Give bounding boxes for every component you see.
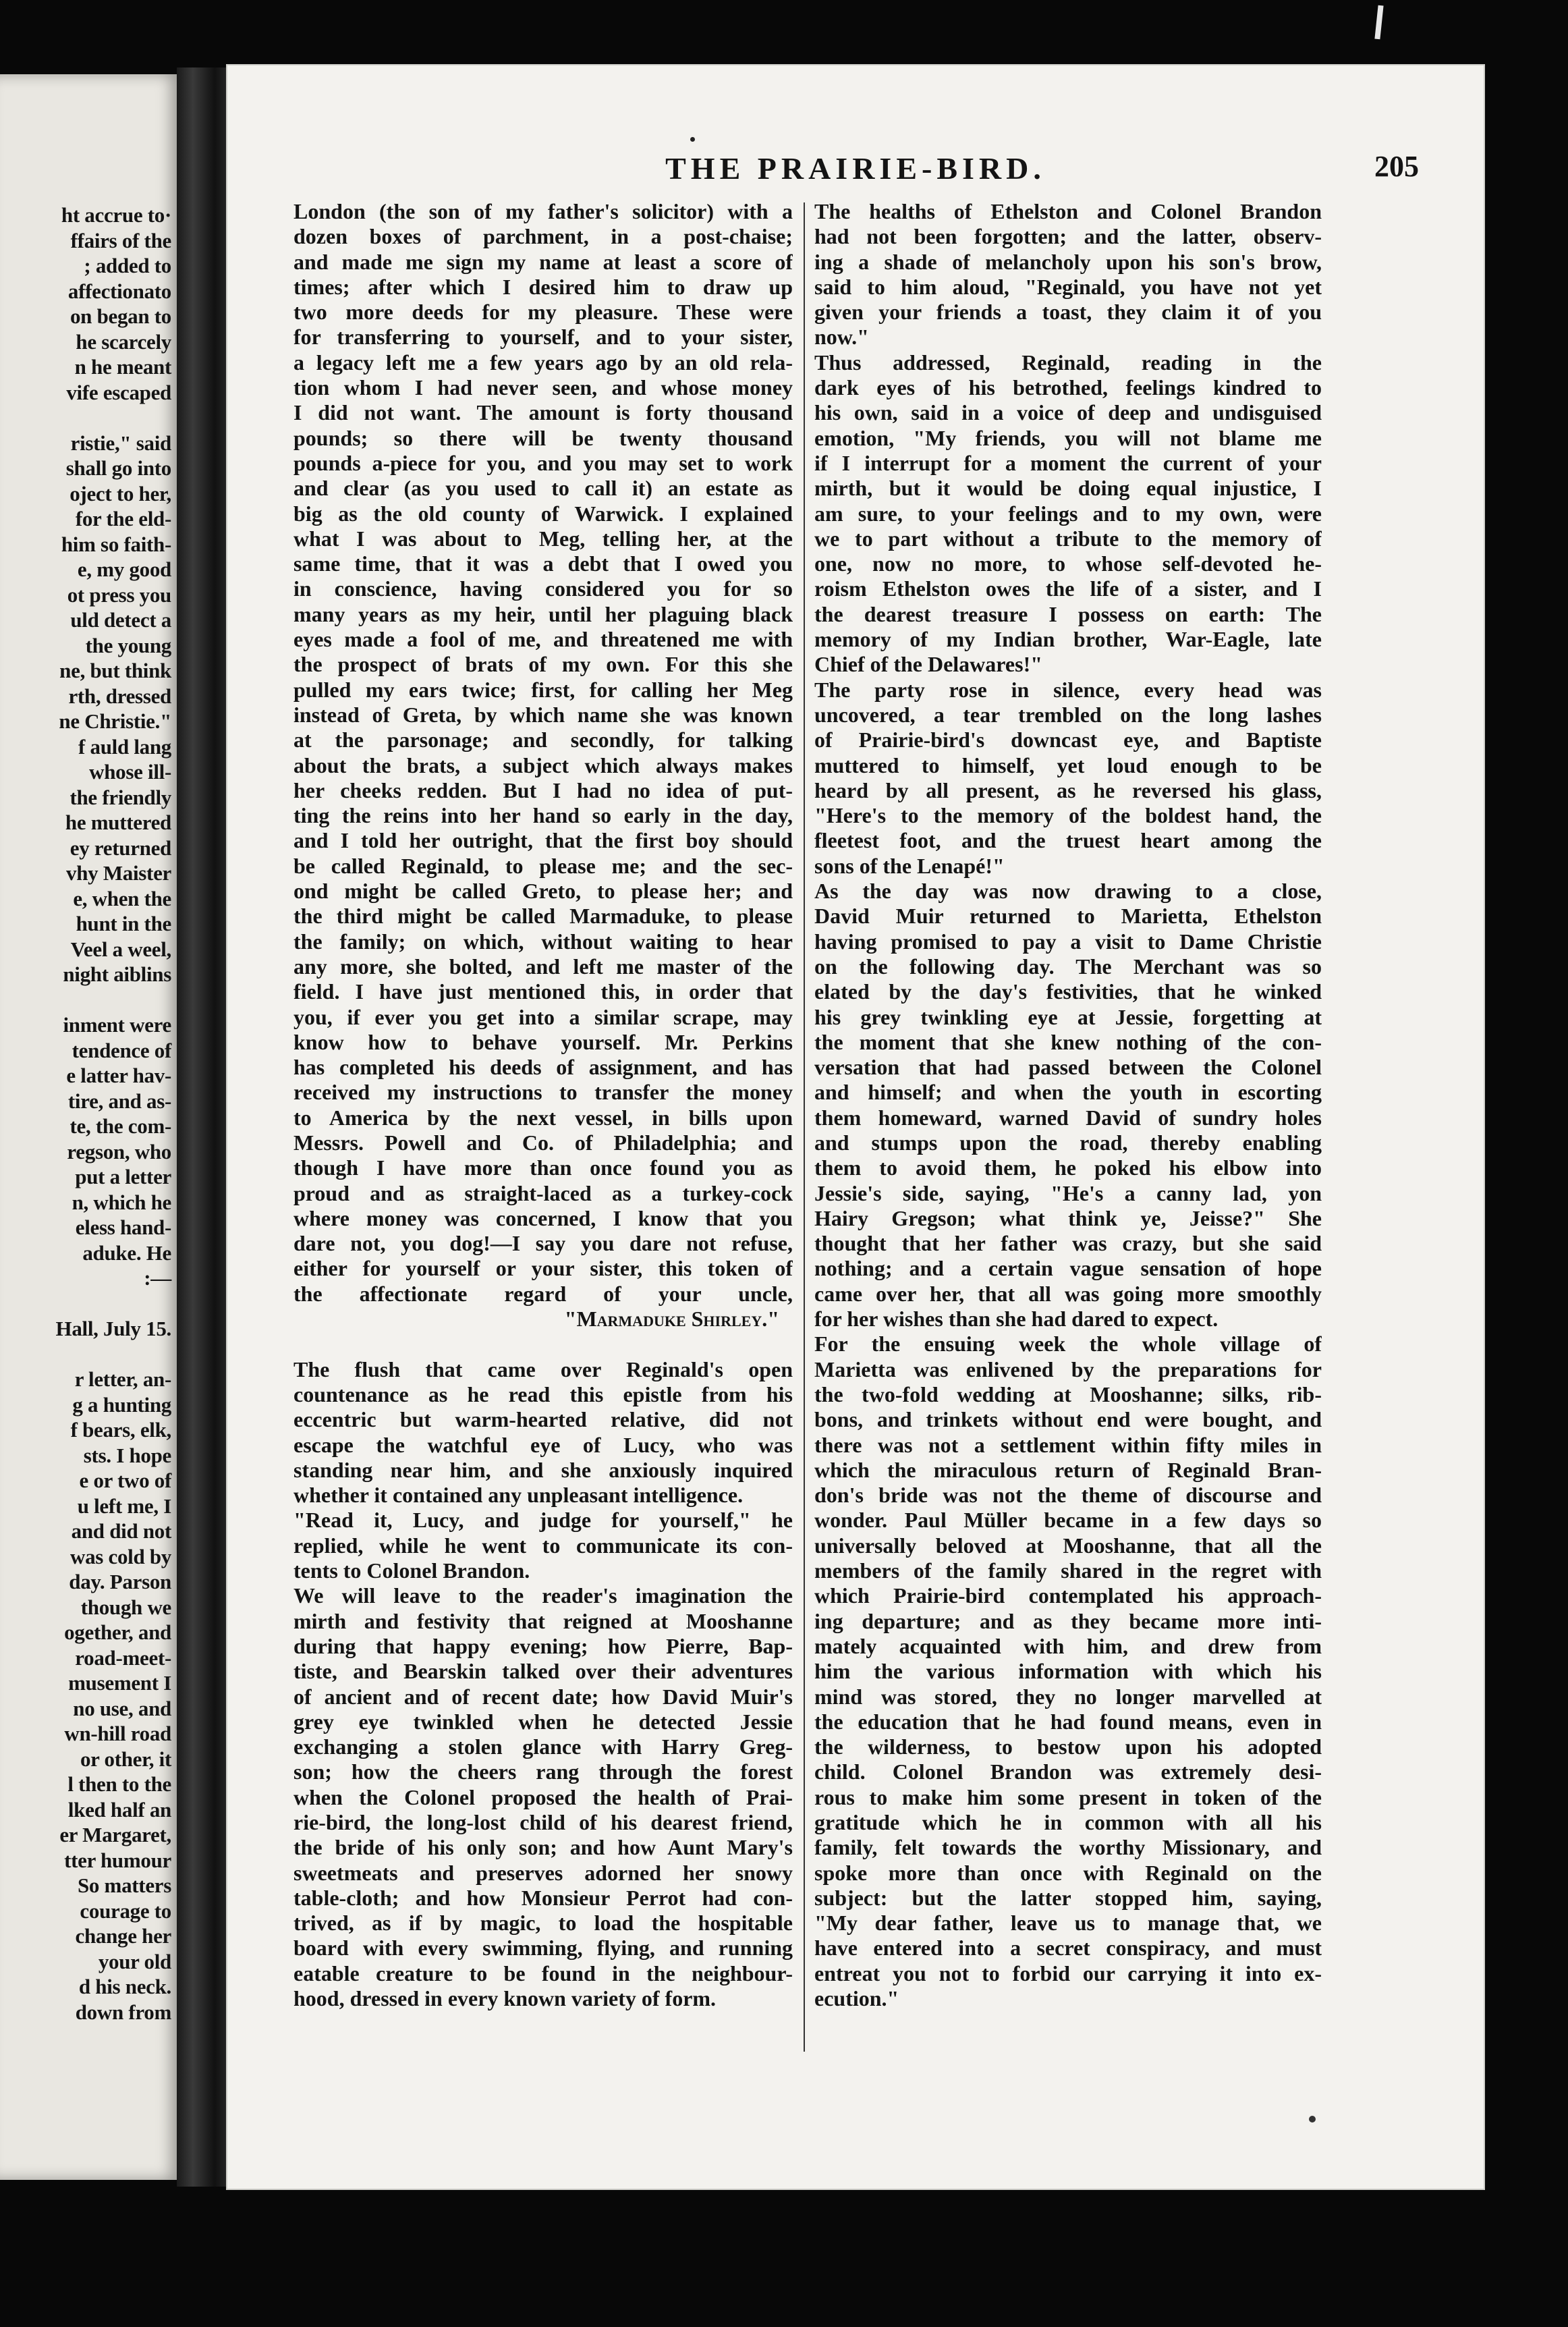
text-line: versation that had passed between the Colonel	[814, 1055, 1322, 1080]
text-line: mirth, but it would be doing equal injustice, I	[814, 476, 1322, 501]
text-line: on the following day. The Merchant was so	[814, 954, 1322, 979]
text-line: The flush that came over Reginald's open	[293, 1357, 793, 1381]
text-line: table-cloth; and how Monsieur Perrot had con-	[293, 1885, 793, 1910]
fragment-line: wn-hill road	[64, 1722, 171, 1745]
text-line: We will leave to the reader's imagination the	[293, 1583, 793, 1608]
fragment-line: change her	[75, 1924, 171, 1948]
text-line: The healths of Ethelston and Colonel Brandon	[814, 199, 1322, 223]
fragment-line: put a letter	[75, 1165, 171, 1188]
text-line: which Prairie-bird contemplated his approach-	[814, 1583, 1322, 1608]
text-line: and himself; and when the youth in escorting	[814, 1080, 1322, 1105]
fragment-line: n he meant	[74, 355, 171, 379]
text-line: muttered to himself, yet loud enough to be	[814, 752, 1322, 777]
text-line: dark eyes of his betrothed, feelings kindred to	[814, 375, 1322, 400]
text-line: Hairy Gregson; what think ye, Jeisse?" She	[814, 1205, 1322, 1230]
fragment-line: whose ill-	[89, 760, 171, 784]
text-line: members of the family shared in the regret with	[814, 1558, 1322, 1583]
fragment-line: regson, who	[67, 1139, 171, 1164]
right-text-column	[814, 199, 1322, 2011]
text-line: you, if ever you get into a similar scrape, may	[293, 1004, 793, 1029]
fragment-line: him so faith-	[61, 532, 171, 556]
text-line: ecution."	[814, 1986, 899, 2011]
fragment-line: So matters	[77, 1873, 171, 1897]
text-line: pounds; so there will be twenty thousand	[293, 425, 793, 450]
text-line: mately acquainted with him, and drew from	[814, 1633, 1322, 1658]
text-line: now."	[814, 325, 869, 350]
text-line: given your friends a toast, they claim it of you	[814, 300, 1322, 325]
fragment-line: no use, and	[73, 1696, 171, 1720]
text-line: "Read it, Lucy, and judge for yourself," he	[293, 1508, 793, 1533]
fragment-line: tter humour	[64, 1848, 171, 1872]
text-line: mind was stored, they no longer marvelled at	[814, 1684, 1322, 1709]
blank-line	[0, 987, 177, 1013]
text-line: and made me sign my name at least a score of	[293, 249, 793, 274]
text-line: universally beloved at Mooshanne, that all the	[814, 1533, 1322, 1558]
text-line: received my instructions to transfer the money	[293, 1080, 793, 1105]
fragment-line: ffairs of the	[70, 228, 171, 252]
text-line: the education that he had found means, even in	[814, 1709, 1322, 1734]
text-line: countenance as he read this epistle from his	[293, 1381, 793, 1406]
fragment-line: and did not	[71, 1519, 171, 1543]
fragment-line: day. Parson	[69, 1570, 171, 1593]
text-line: "Marmaduke Shirley."	[564, 1307, 779, 1332]
previous-page-text	[0, 202, 177, 2025]
text-line: the third might be called Marmaduke, to please	[293, 904, 793, 929]
page-dot-mark	[1309, 2116, 1316, 2123]
text-line: uncovered, a tear trembled on the long lashes	[814, 702, 1322, 727]
fragment-line: l then to the	[67, 1772, 171, 1796]
text-line: big as the old county of Warwick. I explained	[293, 501, 793, 526]
blank-line	[0, 405, 177, 431]
text-line: whether it contained any unpleasant intelligence.	[293, 1483, 744, 1508]
fragment-line: lked half an	[67, 1797, 171, 1822]
left-text-column	[293, 199, 793, 2011]
text-line: at the parsonage; and secondly, for talking	[293, 728, 793, 752]
text-line: field. I have just mentioned this, in order that	[293, 979, 793, 1004]
fragment-line: or other, it	[80, 1747, 171, 1771]
text-line: and clear (as you used to call it) an estate as	[293, 476, 793, 501]
blank-line	[293, 1332, 793, 1357]
text-line: be called Reginald, to please me; and the sec-	[293, 853, 793, 878]
fragment-line: ne, but think	[59, 659, 171, 682]
page-header	[226, 150, 1485, 191]
fragment-line: Veel a weel,	[70, 937, 171, 961]
previous-page-edge	[0, 74, 184, 2180]
blank-line	[0, 1342, 177, 1367]
fragment-line: musement I	[68, 1671, 171, 1695]
text-line: the family; on which, without waiting to hear	[293, 929, 793, 954]
fragment-line: r letter, an-	[74, 1367, 171, 1391]
text-line: don's bride was not the theme of discourse and	[814, 1483, 1322, 1508]
fragment-line: ot press you	[67, 582, 171, 607]
fragment-line: the friendly	[69, 785, 171, 809]
text-line: when the Colonel proposed the health of Prai-	[293, 1784, 793, 1809]
fragment-line: shall go into	[65, 456, 171, 480]
text-line: though I have more than once found you as	[293, 1155, 793, 1180]
fragment-line: f bears, elk,	[70, 1418, 171, 1442]
fragment-line: courage to	[80, 1898, 171, 1923]
text-line: eccentric but warm-hearted relative, did not	[293, 1407, 793, 1432]
fragment-line: tire, and as-	[67, 1089, 171, 1113]
text-line: trived, as if by magic, to load the hospitable	[293, 1911, 793, 1936]
text-line: rie-bird, the long-lost child of his dearest friend,	[293, 1810, 793, 1834]
text-line: ond might be called Greto, to please her; and	[293, 879, 793, 904]
text-line: same time, that it was a debt that I owed you	[293, 551, 793, 576]
fragment-line: down from	[75, 2000, 171, 2024]
text-line: wonder. Paul Müller became in a few days so	[814, 1508, 1322, 1533]
text-line: ing a shade of melancholy upon his son's brow,	[814, 249, 1322, 274]
text-line: of ancient and of recent date; how David Muir's	[293, 1684, 793, 1709]
fragment-line: e, when the	[73, 886, 171, 910]
text-line: sons of the Lenapé!"	[814, 853, 1005, 878]
fragment-line: he scarcely	[76, 329, 171, 354]
fragment-line: ogether, and	[64, 1620, 171, 1644]
text-line: if I interrupt for a moment the current of your	[814, 450, 1322, 475]
text-line: elated by the day's festivities, that he winked	[814, 979, 1322, 1004]
book-gutter	[177, 67, 231, 2187]
text-line: the bride of his only son; and how Aunt Mary's	[293, 1835, 793, 1860]
text-line: As the day was now drawing to a close,	[814, 879, 1322, 904]
text-line: pulled my ears twice; first, for calling her Meg	[293, 677, 793, 702]
text-line: for her wishes than she had dared to expect.	[814, 1307, 1219, 1332]
text-line: many years as my heir, until her plaguing black	[293, 601, 793, 626]
text-line: "Here's to the memory of the boldest hand, the	[814, 803, 1322, 828]
text-line: pounds a-piece for you, and you may set to work	[293, 450, 793, 475]
text-line: during that happy evening; how Pierre, Bap-	[293, 1633, 793, 1658]
fragment-line: rth, dressed	[68, 684, 171, 708]
fragment-line: ht accrue to·	[61, 203, 171, 227]
text-line: dozen boxes of parchment, in a post-chaise;	[293, 224, 793, 249]
text-line: memory of my Indian brother, War-Eagle, late	[814, 627, 1322, 652]
fragment-line: n, which he	[72, 1190, 171, 1214]
text-line: board with every swimming, flying, and running	[293, 1936, 793, 1961]
text-line: him the various information with which his	[814, 1659, 1322, 1684]
text-line: Marietta was enlivened by the preparations for	[814, 1357, 1322, 1381]
text-line: either for yourself or your sister, this token of	[293, 1256, 793, 1281]
text-line: eatable creature to be found in the neighbour-	[293, 1961, 793, 1986]
text-line: am sure, to your feelings and to my own, were	[814, 501, 1322, 526]
fragment-line: eless hand-	[75, 1215, 171, 1239]
fragment-line: though we	[80, 1595, 171, 1619]
text-line: son; how the cheers rang through the forest	[293, 1759, 793, 1784]
text-line: to America by the next vessel, in bills upon	[293, 1105, 793, 1130]
text-line: instead of Greta, by which name she was known	[293, 702, 793, 727]
text-line: subject: but the latter stopped him, saying,	[814, 1885, 1322, 1910]
fragment-line: e, my good	[77, 557, 171, 581]
text-line: emotion, "My friends, you will not blame me	[814, 425, 1322, 450]
fragment-line: d his neck.	[78, 1975, 171, 1998]
text-line: hood, dressed in every known variety of form.	[293, 1986, 717, 2011]
text-line: Messrs. Powell and Co. of Philadelphia; and	[293, 1130, 793, 1155]
text-line: ting the reins into her hand so early in the day,	[293, 803, 793, 828]
text-line: two more deeds for my pleasure. These were	[293, 300, 793, 325]
text-line: which the miraculous return of Reginald Bran-	[814, 1457, 1322, 1482]
fragment-line: hunt in the	[76, 912, 171, 935]
text-line: where money was concerned, I know that you	[293, 1205, 793, 1230]
text-line: eyes made a fool of me, and threatened me with	[293, 627, 793, 652]
text-line: sweetmeats and preserves adorned her snowy	[293, 1860, 793, 1885]
text-line: the prospect of brats of my own. For this she	[293, 652, 793, 677]
fragment-line: vife escaped	[66, 380, 171, 404]
fragment-line: e or two of	[79, 1469, 171, 1492]
text-line: replied, while he went to communicate its con-	[293, 1533, 793, 1558]
text-line: family, felt towards the worthy Missionary, and	[814, 1835, 1322, 1860]
text-line: has completed his deeds of assignment, and has	[293, 1055, 793, 1080]
text-line: for transferring to yourself, and to your sister,	[293, 325, 793, 350]
text-line: escape the watchful eye of Lucy, who was	[293, 1432, 793, 1457]
text-line: gratitude which he in common with all his	[814, 1810, 1322, 1834]
text-line: what I was about to Meg, telling her, at the	[293, 526, 793, 551]
text-line: dare not, you dog!—I say you dare not refuse,	[293, 1231, 793, 1256]
fragment-line: u left me, I	[77, 1494, 171, 1518]
fragment-line: g a hunting	[72, 1392, 171, 1417]
text-line: heard by all present, as he reversed his glass,	[814, 777, 1322, 802]
text-line: any more, she bolted, and left me master of the	[293, 954, 793, 979]
book-page	[226, 64, 1485, 2190]
text-line: a legacy left me a few years ago by an old rela-	[293, 350, 793, 375]
fragment-line: he muttered	[65, 811, 171, 834]
text-line: one, now no more, to whose self-devoted he-	[814, 551, 1322, 576]
fragment-line: ristie," said	[70, 431, 171, 455]
text-line: proud and as straight-laced as a turkey-cock	[293, 1180, 793, 1205]
text-line: came over her, that all was going more smoothly	[814, 1281, 1322, 1306]
text-line: Jessie's side, saying, "He's a canny lad, yon	[814, 1180, 1322, 1205]
text-line: rous to make him some present in token of the	[814, 1784, 1322, 1809]
text-line: about the brats, a subject which always makes	[293, 752, 793, 777]
text-line: said to him aloud, "Reginald, you have not yet	[814, 274, 1322, 299]
fragment-line: ne Christie."	[59, 709, 171, 733]
fragment-line: your old	[98, 1949, 171, 1973]
running-title: THE PRAIRIE-BIRD.	[665, 151, 1046, 186]
text-line: his own, said in a voice of deep and undisguised	[814, 400, 1322, 425]
text-line: the two-fold wedding at Mooshanne; silks, rib-	[814, 1381, 1322, 1406]
fragment-line: oject to her,	[69, 481, 171, 505]
text-line: there was not a settlement within fifty miles in	[814, 1432, 1322, 1457]
fragment-line: for the eld-	[75, 507, 171, 530]
fragment-line: aduke. He	[82, 1240, 171, 1265]
text-line: and I told her outright, that the first boy should	[293, 828, 793, 853]
text-line: The party rose in silence, every head was	[814, 677, 1322, 702]
text-line: standing near him, and she anxiously inquired	[293, 1457, 793, 1482]
text-line: tion whom I had never seen, and whose money	[293, 375, 793, 400]
text-line: tents to Colonel Brandon.	[293, 1558, 530, 1583]
text-line: entreat you not to forbid our carrying it into ex-	[814, 1961, 1322, 1986]
text-line: the affectionate regard of your uncle,	[293, 1281, 793, 1306]
fragment-line: e latter hav-	[66, 1064, 171, 1087]
text-line: tiste, and Bearskin talked over their adventures	[293, 1659, 793, 1684]
text-line: have entered into a secret conspiracy, and must	[814, 1936, 1322, 1961]
text-line: London (the son of my father's solicitor) with a	[293, 199, 793, 223]
fragment-line: ey returned	[69, 836, 171, 860]
text-line: Chief of the Delawares!"	[814, 652, 1042, 677]
fragment-line: te, the com-	[69, 1114, 171, 1138]
text-line: having promised to pay a visit to Dame Christie	[814, 929, 1322, 954]
page-number: 205	[1374, 150, 1419, 183]
text-line: know how to behave yourself. Mr. Perkins	[293, 1029, 793, 1054]
text-line: For the ensuing week the whole village of	[814, 1332, 1322, 1357]
fragment-line: sts. I hope	[83, 1443, 171, 1467]
text-line: thought that her father was crazy, but she said	[814, 1231, 1322, 1256]
text-line: and stumps upon the road, thereby enabling	[814, 1130, 1322, 1155]
fragment-line: vhy Maister	[66, 861, 171, 885]
text-line: in conscience, having considered you for so	[293, 576, 793, 601]
text-line: his grey twinkling eye at Jessie, forgetting at	[814, 1004, 1322, 1029]
fragment-line: inment were	[63, 1013, 171, 1037]
text-line: fleetest foot, and the truest heart among the	[814, 828, 1322, 853]
blank-line	[0, 1291, 177, 1317]
text-line: Thus addressed, Reginald, reading in the	[814, 350, 1322, 375]
text-line: bons, and trinkets without end were bought, and	[814, 1407, 1322, 1432]
fragment-line: the young	[85, 633, 171, 657]
text-line: times; after which I desired him to draw up	[293, 274, 793, 299]
text-line: them to avoid them, he poked his elbow into	[814, 1155, 1322, 1180]
text-line: child. Colonel Brandon was extremely desi-	[814, 1759, 1322, 1784]
text-line: exchanging a stolen glance with Harry Greg-	[293, 1734, 793, 1759]
page-blemish	[690, 137, 695, 142]
column-rule	[804, 202, 805, 2052]
fragment-line: er Margaret,	[59, 1823, 171, 1846]
text-line: "My dear father, leave us to manage that, we	[814, 1911, 1322, 1936]
text-line: of Prairie-bird's downcast eye, and Baptiste	[814, 728, 1322, 752]
text-line: David Muir returned to Marietta, Ethelston	[814, 904, 1322, 929]
text-line: the dearest treasure I possess on earth: The	[814, 601, 1322, 626]
fragment-line: f auld lang	[78, 734, 171, 759]
fragment-line: affectionato	[67, 279, 171, 303]
fragment-line: tendence of	[72, 1038, 171, 1062]
text-line: grey eye twinkled when he detected Jessie	[293, 1709, 793, 1734]
text-line: mirth and festivity that reigned at Mooshanne	[293, 1608, 793, 1633]
fragment-line: night aiblins	[63, 962, 171, 986]
text-line: we to part without a tribute to the memory of	[814, 526, 1322, 551]
text-line: nothing; and a certain vague sensation of hope	[814, 1256, 1322, 1281]
fragment-line: on began to	[69, 304, 171, 328]
text-line: spoke more than once with Reginald on the	[814, 1860, 1322, 1885]
text-line: her cheeks redden. But I had no idea of put-	[293, 777, 793, 802]
text-line: the moment that she knew nothing of the con-	[814, 1029, 1322, 1054]
fragment-line: was cold by	[69, 1544, 171, 1568]
text-line: the wilderness, to bestow upon his adopted	[814, 1734, 1322, 1759]
text-line: roism Ethelston owes the life of a sister, and I	[814, 576, 1322, 601]
text-line: had not been forgotten; and the latter, observ-	[814, 224, 1322, 249]
fragment-line: road-meet-	[75, 1645, 171, 1670]
text-line: them homeward, warned David of sundry holes	[814, 1105, 1322, 1130]
fragment-line: Hall, July 15.	[55, 1317, 171, 1340]
fragment-line: ; added to	[84, 254, 171, 277]
text-line: I did not want. The amount is forty thousand	[293, 400, 793, 425]
fragment-line: :—	[144, 1266, 171, 1290]
text-line: ing departure; and as they became more inti-	[814, 1608, 1322, 1633]
fragment-line: uld detect a	[70, 608, 171, 632]
